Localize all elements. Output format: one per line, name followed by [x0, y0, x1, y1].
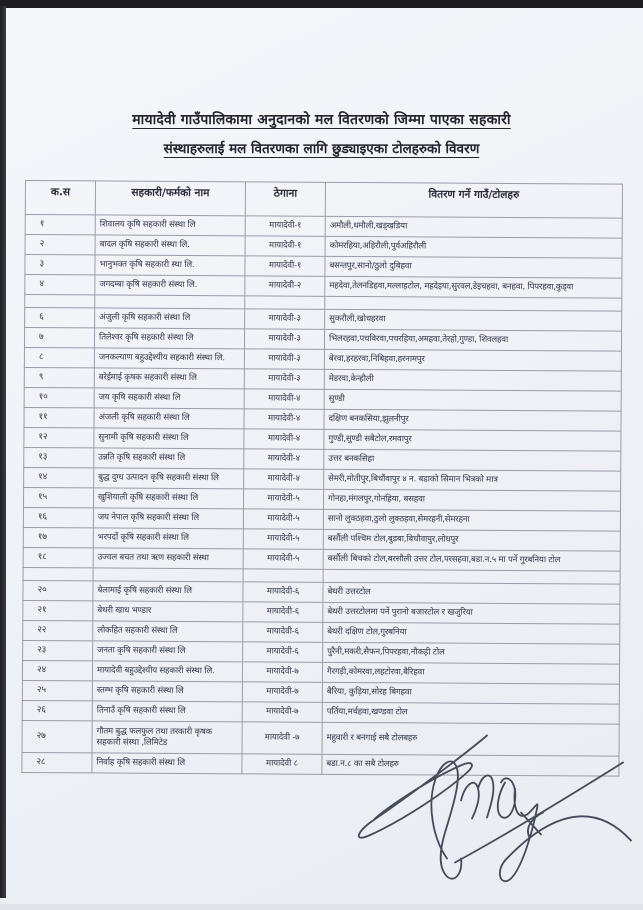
header-sn: क.स: [25, 181, 95, 215]
row-name: भानुभक्त कृषि सहकारी स्था लि.: [95, 255, 245, 276]
row-address: [243, 569, 323, 582]
row-address: मायादेवी-४: [244, 409, 324, 429]
row-villages: महदेवा,तेलनडिहवा,मल्लाहटोल, महदेइया,सुरवल,डेइचहवा, बनहवा, पिपरहवा,कुड्वा: [325, 276, 622, 298]
row-villages: बेथरी उत्तरटोलमा पर्ने पुरानो बजारटोल र खजुरिया: [323, 602, 620, 624]
row-name: निर्वाह कृषि सहकारी संस्था लि: [92, 753, 242, 774]
row-name: बरेईमाई कृषक सहकारी संस्था लि: [94, 368, 244, 389]
row-address: मायादेवी-१: [245, 216, 325, 236]
row-name: तिनाउँ कृषि सहकारी संस्था लि: [92, 701, 242, 722]
scan-edge-top: [0, 0, 643, 8]
row-address: मायादेवी-५: [243, 509, 323, 529]
row-sn: ६: [25, 308, 95, 328]
row-address: मायादेवी-४: [244, 449, 324, 469]
row-villages: बर्सौली बिचको टोल,बरसौली उत्तर टोल,परसहवा,बडा.न.५ मा पर्ने गुरबनिया टोल: [323, 549, 620, 571]
row-name: स्तम्भ कृषि सहकारी संस्था लि: [92, 681, 242, 702]
row-villages: बैरिया, कुड़िया,सोरह बिगहवा: [322, 682, 619, 704]
row-name: जनकल्याण बहुउद्देश्यीय सहकारी संस्था लि.: [94, 348, 244, 369]
row-address: मायादेवी-६: [243, 642, 323, 662]
header-name: सहकारी/फर्मको नाम: [95, 181, 245, 216]
row-name: जनता कृषि सहकारी संस्था लि: [93, 641, 243, 662]
row-sn: १: [25, 215, 95, 235]
signature: [335, 718, 640, 898]
row-name: खुशियाली कृषि सहकारी संस्था लि: [93, 488, 243, 509]
row-sn: १४: [24, 467, 94, 487]
row-name: बेथरी खाध भण्डार: [93, 601, 243, 622]
row-address: मायादेवी ८: [242, 754, 322, 774]
row-address: मायादेवी-४: [244, 469, 324, 489]
row-address: मायादेवी-६: [243, 602, 323, 622]
row-villages: सुकरौली,खोचहरवा: [325, 309, 622, 331]
row-name: बुद्ध दुग्ध उत्पादन कृषि सहकारी संस्था लि: [94, 468, 244, 489]
row-name: अंजली कृषि सहकारी संस्था लि: [94, 408, 244, 429]
row-villages: गैरगड़ी,कोमरवा,लहटोरवा,बैरिहवा: [322, 662, 619, 684]
row-villages: बसन्तपुर,सानो/ठुलो दुबिहवा: [325, 256, 622, 278]
row-name: [95, 295, 245, 309]
row-name: [93, 568, 243, 582]
row-sn: [25, 295, 95, 308]
row-villages: बेथरी दक्षिण टोल,गुरबनिया: [323, 622, 620, 644]
row-name: अंजुली कृषि सहकारी संस्था लि: [95, 308, 245, 329]
row-sn: २७: [22, 720, 92, 752]
row-name: जय कृषि सहकारी संस्था लि: [94, 388, 244, 409]
row-sn: १५: [23, 487, 93, 507]
row-villages: कोमरहिया,अहिरौली,पुर्वअहिरौली: [325, 236, 622, 258]
table-header-row: [25, 181, 622, 219]
row-name: सुनामी कृषि सहकारी संस्था लि: [94, 428, 244, 449]
row-villages: दक्षिण बनकसिया,झुलनीपुर: [324, 409, 621, 431]
row-sn: [23, 567, 93, 580]
row-villages: मेडरवा,केन्हौली: [324, 369, 621, 391]
row-sn: ३: [25, 255, 95, 275]
row-villages: सानो लुक्ठहवा,ठुलो लुक्ठहवा,सेमरहनी,सेमरहना: [323, 509, 620, 531]
row-sn: २६: [22, 700, 92, 720]
row-address: मायादेवी-७: [242, 682, 322, 702]
row-villages: गोनहा,मंगलपुर,गोनहिया, बसहवा: [323, 489, 620, 511]
row-address: मायादेवी-१: [245, 256, 325, 276]
row-villages: भिलरहवा,पचविरवा,पचरहिया,अमहवा,तेरहो,गुण्डा, शिवलहवा: [324, 329, 621, 351]
row-address: मायादेवी-७: [242, 662, 322, 682]
row-name: जगदम्बा कृषि सहकारी संस्था लि.: [95, 275, 245, 296]
row-sn: ७: [24, 328, 94, 348]
row-sn: १२: [24, 427, 94, 447]
row-villages: बेथरी उत्तरटोल: [323, 582, 620, 604]
row-name: उज्वल बचत तथा ऋण सहकारी संस्था: [93, 548, 243, 569]
row-name: गौतम बुद्ध फलफुल तथा तरकारी कृषक सहकारी संस्था ,लिमिटेड: [92, 721, 242, 754]
row-sn: ११: [24, 407, 94, 427]
row-address: मायादेवी-४: [244, 389, 324, 409]
row-sn: २३: [23, 640, 93, 660]
row-sn: २०: [23, 580, 93, 600]
row-address: मायादेवी-२: [245, 276, 325, 296]
distribution-table: [21, 180, 623, 777]
row-villages: बर्सौली पश्चिम टोल,बुडबा,बिचौवापुर,लोधपुर: [323, 529, 620, 551]
row-sn: १८: [23, 547, 93, 567]
row-villages: सुण्डी: [324, 389, 621, 411]
header-villages: वितरण गर्ने गाउँ/टोलहरु: [325, 182, 622, 218]
row-villages: पर्तिया,मर्चहवा,खण्डवा टोल: [322, 702, 619, 724]
row-name: लोकहित सहकारी संस्था लि: [93, 621, 243, 642]
row-address: मायादेवी-३: [244, 349, 324, 369]
row-sn: २४: [22, 660, 92, 680]
row-sn: ९: [24, 367, 94, 387]
document-title: [0, 110, 643, 157]
row-villages: उत्तर बनकसिहा: [324, 449, 621, 471]
row-sn: २१: [23, 600, 93, 620]
row-name: तिलेश्वर कृषि सहकारी संस्था लि: [94, 328, 244, 349]
row-sn: १३: [24, 447, 94, 467]
row-sn: ८: [24, 347, 94, 367]
row-address: मायादेवी -७: [242, 722, 322, 754]
row-address: मायादेवी-३: [244, 369, 324, 389]
row-villages: सेमरी,मोतीपुर,बिचौंवापुर ४ न. बडाको सिमान भित्रको मात्र: [324, 469, 621, 491]
row-sn: १०: [24, 387, 94, 407]
row-villages: पुरैनी,मकरी,सैफन,पिपरहवा,नौकड़ी टोल: [323, 642, 620, 664]
row-sn: २५: [22, 680, 92, 700]
row-villages: गुण्डी,सुण्डी सबैटोल,रमवापुर: [324, 429, 621, 451]
row-address: मायादेवी-६: [243, 582, 323, 602]
row-villages: महुवारी र बनगाई सबै टोलबहरु: [322, 722, 619, 756]
row-sn: २८: [22, 752, 92, 772]
row-name: शिवालय कृषि सहकारी संस्था लि: [95, 215, 245, 236]
row-address: [245, 296, 325, 309]
row-name: बादल कृषि सहकारी संस्था लि.: [95, 235, 245, 256]
row-sn: १७: [23, 527, 93, 547]
row-address: मायादेवी-७: [242, 702, 322, 722]
row-name: उन्नति कृषि सहकारी संस्था लि: [94, 448, 244, 469]
row-villages: बेरवा,हरहरवा,निबिहवा,हरनामपुर: [324, 349, 621, 371]
row-address: मायादेवी-६: [243, 622, 323, 642]
row-sn: ४: [25, 275, 95, 295]
row-address: मायादेवी-५: [243, 529, 323, 549]
row-name: जय नेपाल कृषि सहकारी संस्था लि: [93, 508, 243, 529]
row-address: मायादेवी-५: [243, 549, 323, 569]
scan-edge-bottom: [0, 904, 643, 910]
row-sn: १६: [23, 507, 93, 527]
title-line-2: संस्थाहरुलाई मल वितरणका लागि छुड्याइएका टोलहरुको विवरण: [163, 141, 480, 157]
row-villages: अमौली,धमौली,खड्खडिया: [325, 216, 622, 238]
row-address: मायादेवी-३: [244, 329, 324, 349]
row-address: मायादेवी-३: [245, 309, 325, 329]
row-sn: २: [25, 235, 95, 255]
row-sn: २२: [23, 620, 93, 640]
row-name: बेलामाई कृषि सहकारी संस्था लि: [93, 581, 243, 602]
row-name: मायादेवी बहुउद्देश्यीय सहकारी संस्था लि.: [92, 661, 242, 682]
title-line-1: मायादेवी गाउँपालिकामा अनुदानको मल वितरणको जिम्मा पाएका सहकारी: [132, 112, 511, 128]
header-address: ठेगाना: [245, 182, 325, 216]
row-address: मायादेवी-५: [243, 489, 323, 509]
row-villages: बडा.न.८ का सबै टोलहरु: [322, 754, 619, 776]
row-address: मायादेवी-१: [245, 236, 325, 256]
row-name: भरपर्दो कृषि सहकारी संस्था लि: [93, 528, 243, 549]
row-address: मायादेवी-४: [244, 429, 324, 449]
